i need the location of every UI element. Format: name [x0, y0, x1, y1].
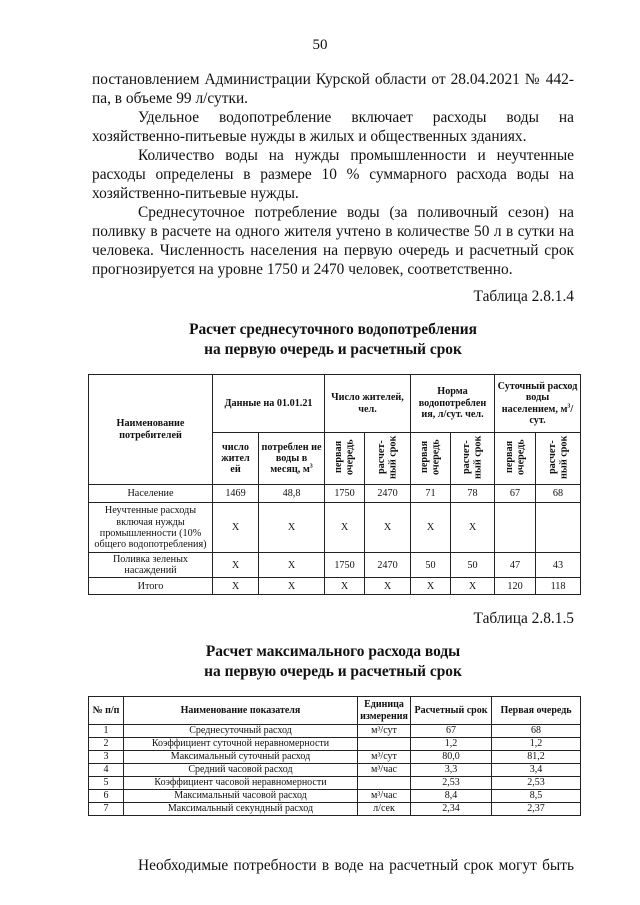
header-text: первая очередь: [419, 439, 442, 475]
consumer-name-cell: Население: [89, 485, 213, 503]
value-cell: 2470: [365, 553, 411, 578]
table2-title-line: на первую очередь и расчетный срок: [204, 663, 462, 681]
table1-title: [92, 320, 574, 360]
header-unit: Единица измерения: [358, 697, 411, 725]
first-cell: 81,2: [492, 751, 581, 764]
header-norm: Норма водопотреблен ия, л/сут. чел.: [411, 375, 495, 433]
value-cell: [495, 503, 536, 553]
value-cell: X: [213, 553, 259, 578]
table2-title-line: Расчет максимального расхода воды: [205, 643, 461, 661]
table2-title: [92, 642, 574, 682]
calc-cell: 2,53: [411, 777, 492, 790]
paragraph: Среднесуточное потребление воды (за поливочный сезон) на поливку в расчете на одного жителя учтено в количестве 50 л в сутки на человека. Численность населения на первую очередь и расчетный срок прогнозируется на уровне 1750 и 2470 человек, соответственно.: [92, 204, 574, 278]
closing-text: [92, 856, 574, 875]
value-cell: X: [213, 503, 259, 553]
header-text: /сут.: [529, 403, 574, 426]
header-indicator: Наименование показателя: [124, 697, 358, 725]
header-name: Наименование потребителей: [89, 375, 213, 485]
max-flow-table: [88, 696, 581, 816]
header-text: потреблен ие воды в месяц, м: [261, 441, 322, 476]
value-cell: X: [325, 578, 365, 595]
water-consumption-table: [88, 374, 581, 595]
subheader-first: [325, 433, 365, 485]
indicator-cell: Максимальный секундный расход: [124, 803, 358, 816]
paragraph: постановлением Администрации Курской области от 28.04.2021 № 442-па, в объеме 99 л/сутки.: [92, 71, 574, 107]
first-cell: 2,37: [492, 803, 581, 816]
table1-title-line: Расчет среднесуточного водопотребления: [189, 321, 477, 338]
unit-cell: л/сек: [358, 803, 411, 816]
value-cell: 50: [451, 553, 495, 578]
header-text: расчет-ный срок: [461, 435, 484, 479]
value-cell: 78: [451, 485, 495, 503]
value-cell: X: [213, 578, 259, 595]
calc-cell: 8,4: [411, 790, 492, 803]
indicator-cell: Максимальный суточный расход: [124, 751, 358, 764]
table1-label: Таблица 2.8.1.4: [473, 288, 574, 305]
table-row: [89, 485, 581, 503]
value-cell: 43: [536, 553, 581, 578]
header-daily: [495, 375, 581, 433]
table-row: [89, 803, 581, 816]
value-cell: [536, 503, 581, 553]
consumer-name-cell: Неучтенные расходы включая нужды промышленности (10% общего водопотребления): [89, 503, 213, 553]
unit-cell: м³/сут: [358, 751, 411, 764]
unit-cell: м³/час: [358, 790, 411, 803]
table-row: [89, 578, 581, 595]
value-cell: X: [325, 503, 365, 553]
subheader-residents: число жител ей: [213, 433, 259, 485]
no-cell: 6: [89, 790, 124, 803]
indicator-cell: Коэффициент суточной неравномерности: [124, 738, 358, 751]
subheader-calc: [536, 433, 581, 485]
unit-cell: м³/сут: [358, 725, 411, 738]
calc-cell: 1,2: [411, 738, 492, 751]
header-data: Данные на 01.01.21: [213, 375, 325, 433]
header-text: расчет-ный срок: [376, 435, 399, 479]
value-cell: 1469: [213, 485, 259, 503]
paragraph: Количество воды на нужды промышленности и неучтенные расходы определены в размере 10 % суммарного расхода воды на хозяйственно-питьевые нужды.: [92, 147, 574, 202]
table2-label: Таблица 2.8.1.5: [473, 610, 574, 628]
indicator-cell: Среднесуточный расход: [124, 725, 358, 738]
value-cell: 71: [411, 485, 451, 503]
indicator-cell: Максимальный часовой расход: [124, 790, 358, 803]
table1-title-line: на первую очередь и расчетный срок: [204, 341, 462, 358]
value-cell: 50: [411, 553, 451, 578]
value-cell: 1750: [325, 553, 365, 578]
value-cell: 47: [495, 553, 536, 578]
value-cell: X: [451, 503, 495, 553]
subheader-calc: [365, 433, 411, 485]
calc-cell: 3,3: [411, 764, 492, 777]
table-row: [89, 751, 581, 764]
first-cell: 8,5: [492, 790, 581, 803]
value-cell: X: [411, 578, 451, 595]
header-calc: Расчетный срок: [411, 697, 492, 725]
table-row: [89, 738, 581, 751]
no-cell: 7: [89, 803, 124, 816]
value-cell: X: [451, 578, 495, 595]
no-cell: 3: [89, 751, 124, 764]
header-text: первая очередь: [503, 439, 527, 475]
header-text: первая очередь: [333, 439, 356, 475]
value-cell: X: [411, 503, 451, 553]
header-sup: 3: [309, 464, 313, 471]
first-cell: 3,4: [492, 764, 581, 777]
value-cell: 2470: [365, 485, 411, 503]
value-cell: 118: [536, 578, 581, 595]
first-cell: 68: [492, 725, 581, 738]
value-cell: X: [365, 578, 411, 595]
header-residents: Число жителей, чел.: [325, 375, 411, 433]
value-cell: 67: [495, 485, 536, 503]
no-cell: 4: [89, 764, 124, 777]
subheader-calc: [451, 433, 495, 485]
consumer-name-cell: Поливка зеленых насаждений: [89, 553, 213, 578]
no-cell: 2: [89, 738, 124, 751]
body-text: [92, 70, 574, 279]
value-cell: 120: [495, 578, 536, 595]
value-cell: X: [365, 503, 411, 553]
first-cell: 1,2: [492, 738, 581, 751]
consumer-name-cell: Итого: [89, 578, 213, 595]
page-number: 50: [312, 37, 328, 53]
no-cell: 1: [89, 725, 124, 738]
first-cell: 2,53: [492, 777, 581, 790]
no-cell: 5: [89, 777, 124, 790]
table-row: [89, 725, 581, 738]
table-row: [89, 503, 581, 553]
header-no: № п/п: [89, 697, 124, 725]
calc-cell: 67: [411, 725, 492, 738]
subheader-first: [495, 433, 536, 485]
unit-cell: м³/час: [358, 764, 411, 777]
paragraph: Необходимые потребности в воде на расчетный срок могут быть: [138, 857, 574, 875]
header-sup: 3: [567, 403, 571, 410]
header-first: Первая очередь: [492, 697, 581, 725]
value-cell: 48,8: [259, 485, 325, 503]
unit-cell: [358, 777, 411, 790]
table-row: [89, 790, 581, 803]
value-cell: 68: [536, 485, 581, 503]
table-row: [89, 764, 581, 777]
paragraph: Удельное водопотребление включает расходы воды на хозяйственно-питьевые нужды в жилых и общественных зданиях.: [92, 109, 574, 145]
header-text: Суточный расход воды населением, м: [497, 380, 578, 415]
unit-cell: [358, 738, 411, 751]
table-row: [89, 777, 581, 790]
table-row: [89, 553, 581, 578]
calc-cell: 2,34: [411, 803, 492, 816]
value-cell: X: [259, 503, 325, 553]
indicator-cell: Коэффициент часовой неравномерности: [124, 777, 358, 790]
subheader-first: [411, 433, 451, 485]
subheader-consumption: [259, 433, 325, 485]
value-cell: 1750: [325, 485, 365, 503]
value-cell: X: [259, 553, 325, 578]
calc-cell: 80,0: [411, 751, 492, 764]
indicator-cell: Средний часовой расход: [124, 764, 358, 777]
header-text: расчет-ный срок: [546, 435, 570, 479]
value-cell: X: [259, 578, 325, 595]
